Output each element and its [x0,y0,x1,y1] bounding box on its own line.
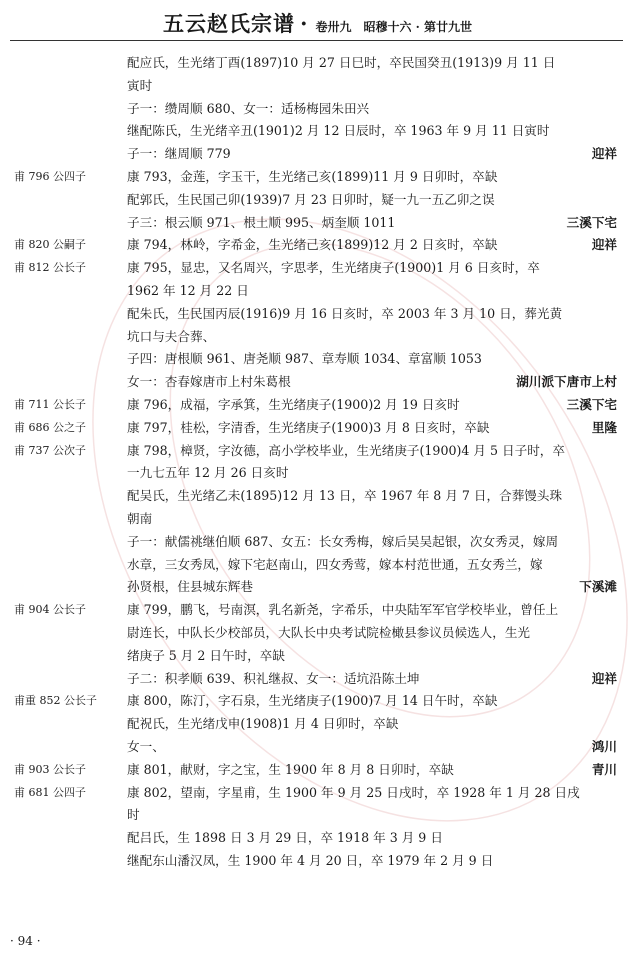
entry-line [127,52,617,74]
entry-text: 康 793，金莲，字玉干，生光绪己亥(1899)11 月 9 日卯时，卒缺 [127,169,498,184]
entry-text: 尉连长，中队长少校部员，大队长中央考试院检橄县参议员候选人，生光 [127,625,530,640]
entry-line [127,713,617,735]
father-reference: 甫 737 公次子 [14,443,86,457]
entry-text: 继配陈氏，生光绪辛丑(1901)2 月 12 日辰时，卒 1963 年 9 月 11 日寅时 [127,123,550,139]
entry-text: 子一：缵周顺 680、女一：适杨梅园朱田兴 [127,100,370,116]
entry-text: 配应氏，生光绪丁酉(1897)10 月 27 日巳时，卒民国癸丑(1913)9 月 11 日 [127,55,556,70]
entry-line [127,827,617,849]
entry-line [127,782,617,804]
entry-line [127,645,617,667]
volume-info: 卷卅九 昭穆十六 · 第廿九世 [315,20,473,34]
entry-line [127,599,617,621]
entry-text: 配郭氏，生民国己卯(1939)7 月 23 日卯时，疑一九一五乙卯之误 [127,191,495,207]
residence-place: 三溪下宅 [566,397,617,412]
entry-line [127,234,617,256]
father-reference: 甫 904 公长子 [14,603,86,617]
entry-text: 康 801，献财，字之宝，生 1900 年 8 月 8 日卯时，卒缺 [127,761,454,777]
residence-place: 青川 [591,761,617,777]
father-reference: 甫 711 公长子 [14,398,86,411]
entry-text: 康 796，成福，字承箕，生光绪庚子(1900)2 月 19 日亥时 [127,397,460,412]
entry-line [127,576,617,598]
entry-text: 孙贤根，住县城东辉巷 [127,579,253,595]
father-reference: 甫 796 公四子 [14,170,86,183]
entry-line [127,348,617,370]
entry-line [127,736,617,758]
genealogy-title: 五云赵氏宗谱 [162,11,295,36]
entry-line [127,850,617,872]
father-reference: 甫 903 公长子 [14,762,86,776]
entry-text: 女一：杏春嫁唐市上村朱葛根 [127,374,291,390]
entry-text: 朝南 [127,511,153,526]
entry-line [127,280,617,302]
entry-line [127,690,617,712]
entry-line [127,485,617,507]
entry-line [127,120,617,142]
entry-text: 女一、 [127,739,165,754]
father-reference: 甫 812 公长子 [14,261,86,275]
residence-place: 迎祥 [591,237,617,253]
entry-line [127,371,617,393]
entry-text: 子四：唐根顺 961、唐尧顺 987、章寿顺 1034、章富顺 1053 [127,351,482,367]
entry-text: 子二：积孝顺 639、积礼继叔、女一：适坑沿陈土坤 [127,670,420,686]
entry-text: 时 [127,807,140,823]
entry-line [127,417,617,439]
residence-place: 里隆 [591,419,617,435]
entry-line [127,303,617,325]
entry-text: 配吴氏，生光绪乙未(1895)12 月 13 日，卒 1967 年 8 月 7 日，合葬馒头珠 [127,488,563,504]
entry-line [127,257,617,279]
entry-text: 康 797，桂松，字清香，生光绪庚子(1900)3 月 8 日亥时，卒缺 [127,419,490,435]
entry-text: 寅时 [127,77,153,93]
entry-line [127,166,617,188]
entry-line [127,440,617,462]
father-reference: 甫 681 公四子 [14,785,86,799]
entry-text: 1962 年 12 月 22 日 [127,283,249,298]
entry-line [127,75,617,97]
entry-text: 康 798，樟贤，字汝德，高小学校毕业，生光绪庚子(1900)4 月 5 日子时，卒 [127,442,565,458]
entry-text: 水章，三女秀凤，嫁下宅赵南山，四女秀莺，嫁本村范世通，五女秀兰，嫁 [127,556,543,572]
entry-text: 继配东山潘汉凤，生 1900 年 4 月 20 日，卒 1979 年 2 月 9 日 [127,853,494,868]
entry-text: 配朱氏，生民国丙辰(1916)9 月 16 日亥时，卒 2003 年 3 月 10 日，葬光黄 [127,305,563,321]
entry-text: 子一：继周顺 779 [127,146,231,162]
entry-line [127,668,617,690]
title-separator: · [300,11,309,36]
entry-line [127,508,617,530]
residence-place: 三溪下宅 [566,214,617,230]
entry-text: 坑口与夫合葬、 [127,328,216,344]
residence-place: 鸿川 [591,739,617,754]
entry-line [127,804,617,826]
residence-place: 下溪滩 [579,579,617,595]
entry-line [127,212,617,234]
entry-text: 配吕氏，生 1898 日 3 月 29 日，卒 1918 年 3 月 9 日 [127,830,443,846]
entry-line [127,394,617,416]
entry-text: 子三：根云顺 971、根土顺 995、炳奎顺 1011 [127,214,396,230]
father-reference: 甫 820 公嗣子 [14,238,86,252]
entry-text: 康 800，陈汀，字石泉，生光绪庚子(1900)7 月 14 日午时，卒缺 [127,693,498,709]
header-rule [10,40,623,41]
entry-line [127,554,617,576]
entry-text: 一九七五年 12 月 26 日亥时 [127,465,289,481]
residence-place: 迎祥 [591,146,617,162]
father-reference: 甫重 852 公长子 [14,694,97,708]
entry-line [127,462,617,484]
entry-line [127,326,617,348]
entry-line [127,622,617,644]
entry-line [127,759,617,781]
father-reference: 甫 686 公之子 [14,420,86,434]
entry-line [127,531,617,553]
page-header [0,8,635,38]
entry-line [127,189,617,211]
entry-text: 康 802，望南，字星甫，生 1900 年 9 月 25 日戌时，卒 1928 年 1 月 28 日戌 [127,784,580,800]
entry-text: 子一：献儒祧继伯顺 687、女五：长女秀梅，嫁后吴吴起银，次女秀灵，嫁周 [127,533,559,549]
entry-text: 康 795，显忠，又名周兴，字思孝，生光绪庚子(1900)1 月 6 日亥时，卒 [127,260,540,276]
residence-place: 湖川派下唐市上村 [516,374,617,390]
entry-line [127,98,617,120]
entry-text: 绪庚子 5 月 2 日午时，卒缺 [127,647,285,663]
residence-place: 迎祥 [591,670,617,686]
page-number: · 94 · [10,934,41,948]
entry-text: 康 794，林岭，字希金，生光绪己亥(1899)12 月 2 日亥时，卒缺 [127,237,498,253]
entry-text: 康 799，鹏飞，号南溟，乳名新尧，字希乐，中央陆军军官学校毕业，曾任上 [127,602,559,618]
entry-line [127,143,617,165]
entry-text: 配祝氏，生光绪戊申(1908)1 月 4 日卯时，卒缺 [127,716,399,732]
